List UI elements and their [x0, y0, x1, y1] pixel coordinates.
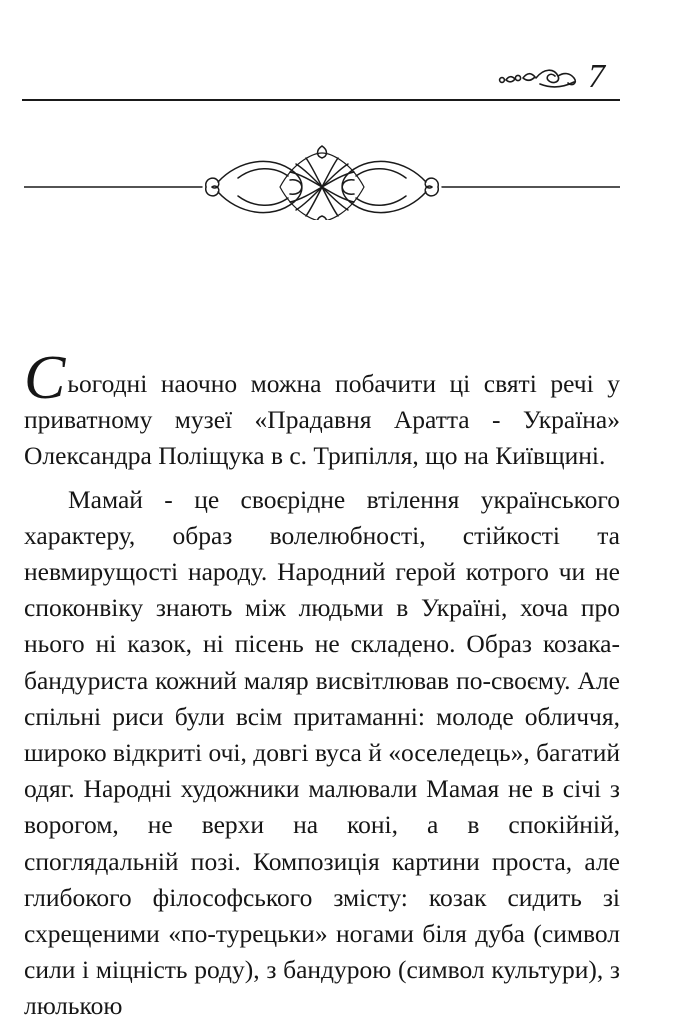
body-text — [24, 344, 620, 1025]
header-rule — [22, 99, 620, 101]
paragraph-1 — [24, 344, 620, 475]
paragraph-2: Мамай - це своєрідне втілення українського характеру, образ волелюбності, стійкості та невмирущості народу. Народний герой котрого чи не споконвіку знають між людьми в Україні, хоча про нього ні казок, ні пісень не складено. Образ козака-бандуриста кожний маляр висвітлював по-своєму. Але спільні риси були всім притаманні: молоде обличчя, широко відкриті очі, довгі вуса й «оселедець», багатий одяг. Народні художники малювали Мамая не в січі з ворогом, не верхи на коні, а в спокійній, споглядальній позі. Композиція картини проста, але глибокого філософського змісту: козак сидить зі схрещеними «по-турецьки» ногами біля дуба (символ сили і міцність роду), з бандурою (символ культури), з люлькою — [24, 484, 620, 1021]
page-number: 7 — [588, 58, 605, 95]
drop-cap: С — [24, 344, 66, 412]
flourish-ornament-icon — [496, 66, 584, 90]
baroque-knot-ornament-icon — [24, 142, 620, 220]
paragraph-1-text: ьогодні наочно можна побачити ці святі речі у приватному музеї «Прадавня Аратта - Україна» Олександра Поліщука в с. Трипілля, що на Київщині. — [24, 369, 620, 471]
